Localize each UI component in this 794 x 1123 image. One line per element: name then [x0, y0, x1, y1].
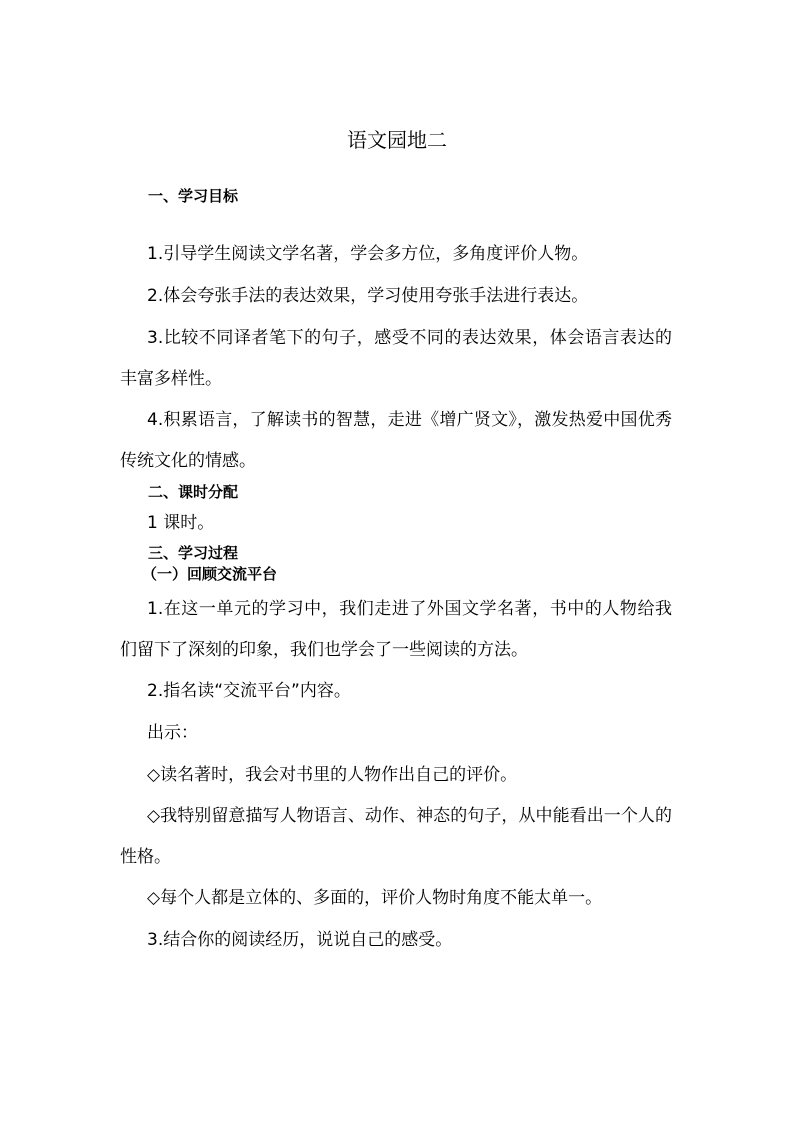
- process-item: ◇读名著时，我会对书里的人物作出自己的评价。: [147, 765, 518, 785]
- process-item: 2.指名读“交流平台”内容。: [147, 681, 351, 701]
- process-item: 3.结合你的阅读经历，说说自己的感受。: [147, 930, 453, 950]
- process-item: 出示：: [147, 723, 198, 743]
- page-title: 语文园地二: [347, 128, 447, 152]
- process-item: ◇每个人都是立体的、多面的，评价人物时角度不能太单一。: [147, 888, 603, 908]
- section-heading-process: 三、学习过程: [148, 544, 239, 562]
- objective-item: 1.引导学生阅读文学名著，学会多方位，多角度评价人物。: [147, 244, 589, 264]
- sub-heading-review: （一）回顾交流平台: [142, 565, 278, 583]
- objective-item: 4.积累语言，了解读书的智慧，走进《增广贤文》，激发热爱中国优秀传统文化的情感。: [120, 410, 672, 471]
- process-item: ◇我特别留意描写人物语言、动作、神态的句子，从中能看出一个人的性格。: [120, 806, 672, 867]
- objective-item: 2.体会夸张手法的表达效果，学习使用夸张手法进行表达。: [147, 286, 589, 306]
- process-item: 1.在这一单元的学习中，我们走进了外国文学名著，书中的人物给我们留下了深刻的印象，我们也学会了一些阅读的方法。: [120, 599, 672, 660]
- schedule-text: 1 课时。: [147, 513, 215, 533]
- objective-item: 3.比较不同译者笔下的句子，感受不同的表达效果，体会语言表达的丰富多样性。: [120, 328, 672, 389]
- section-heading-objectives: 一、学习目标: [148, 187, 239, 205]
- section-heading-schedule: 二、课时分配: [148, 483, 239, 501]
